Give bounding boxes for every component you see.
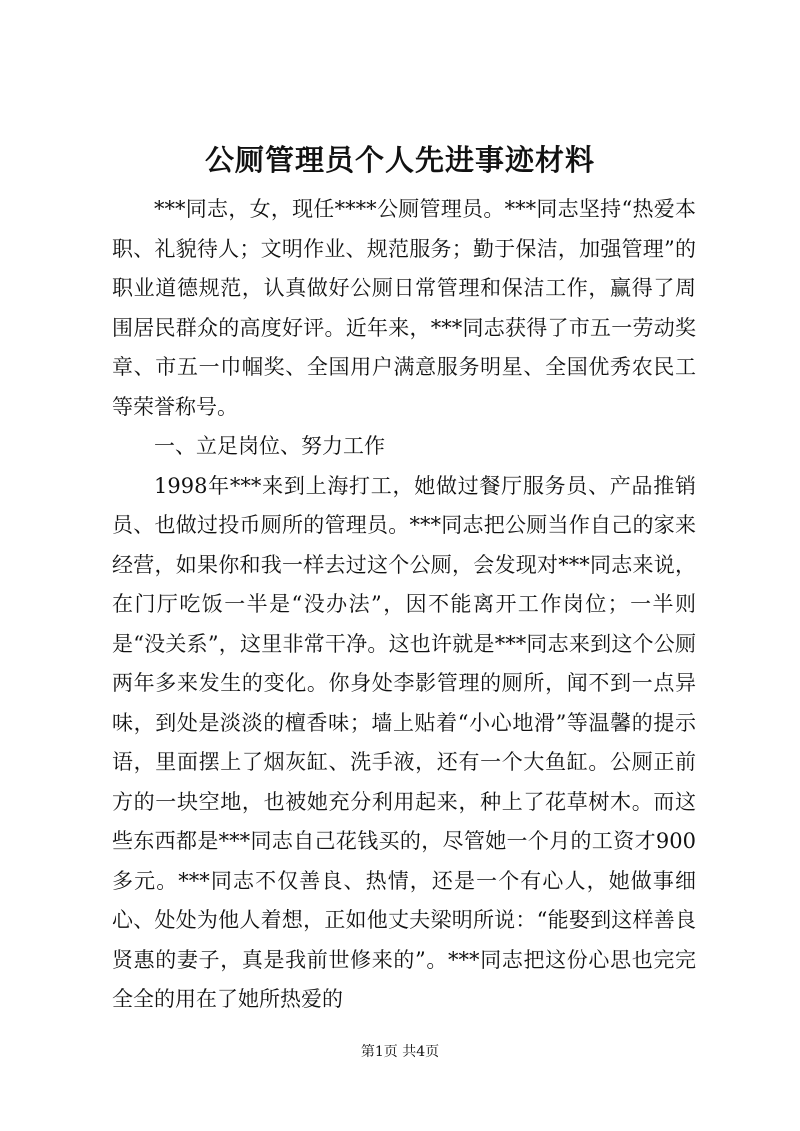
page-number-footer: 第1页 共4页 [360,1044,440,1060]
document-title: 公厕管理员个人先进事迹材料 [204,143,595,177]
paragraph-intro: ***同志，女，现任****公厕管理员。***同志坚持“热爱本职、礼貌待人；文明作业、规范服务；勤于保洁，加强管理”的职业道德规范，认真做好公厕日常管理和保洁工作，赢得了周围居民群众的高度好评。近年来，***同志获得了市五一劳动奖章、市五一巾帼奖、全国用户满意服务明星、全国优秀农民工等荣誉称号。 [112,197,696,419]
document-body [112,190,696,1020]
section-heading: 一、立足岗位、努力工作 [154,434,385,458]
paragraph-section-one: 1998年***来到上海打工，她做过餐厅服务员、产品推销员、也做过投币厕所的管理员。***同志把公厕当作自己的家来经营，如果你和我一样去过这个公厕，会发现对***同志来说，在门厅吃饭一半是“没办法”，因不能离开工作岗位；一半则是“没关系”，这里非常干净。这也许就是***同志来到这个公厕两年多来发生的变化。你身处李影管理的厕所，闻不到一点异味，到处是淡淡的檀香味；墙上贴着“小心地滑”等温馨的提示语，里面摆上了烟灰缸、洗手液，还有一个大鱼缸。公厕正前方的一块空地，也被她充分利用起来，种上了花草树木。而这些东西都是***同志自己花钱买的，尽管她一个月的工资才900多元。***同志不仅善良、热情，还是一个有心人，她做事细心、处处为他人着想，正如他丈夫梁明所说：“能娶到这样善良贤惠的妻子，真是我前世修来的”。***同志把这份心思也完完全全的用在了她所热爱的 [112,473,696,1011]
